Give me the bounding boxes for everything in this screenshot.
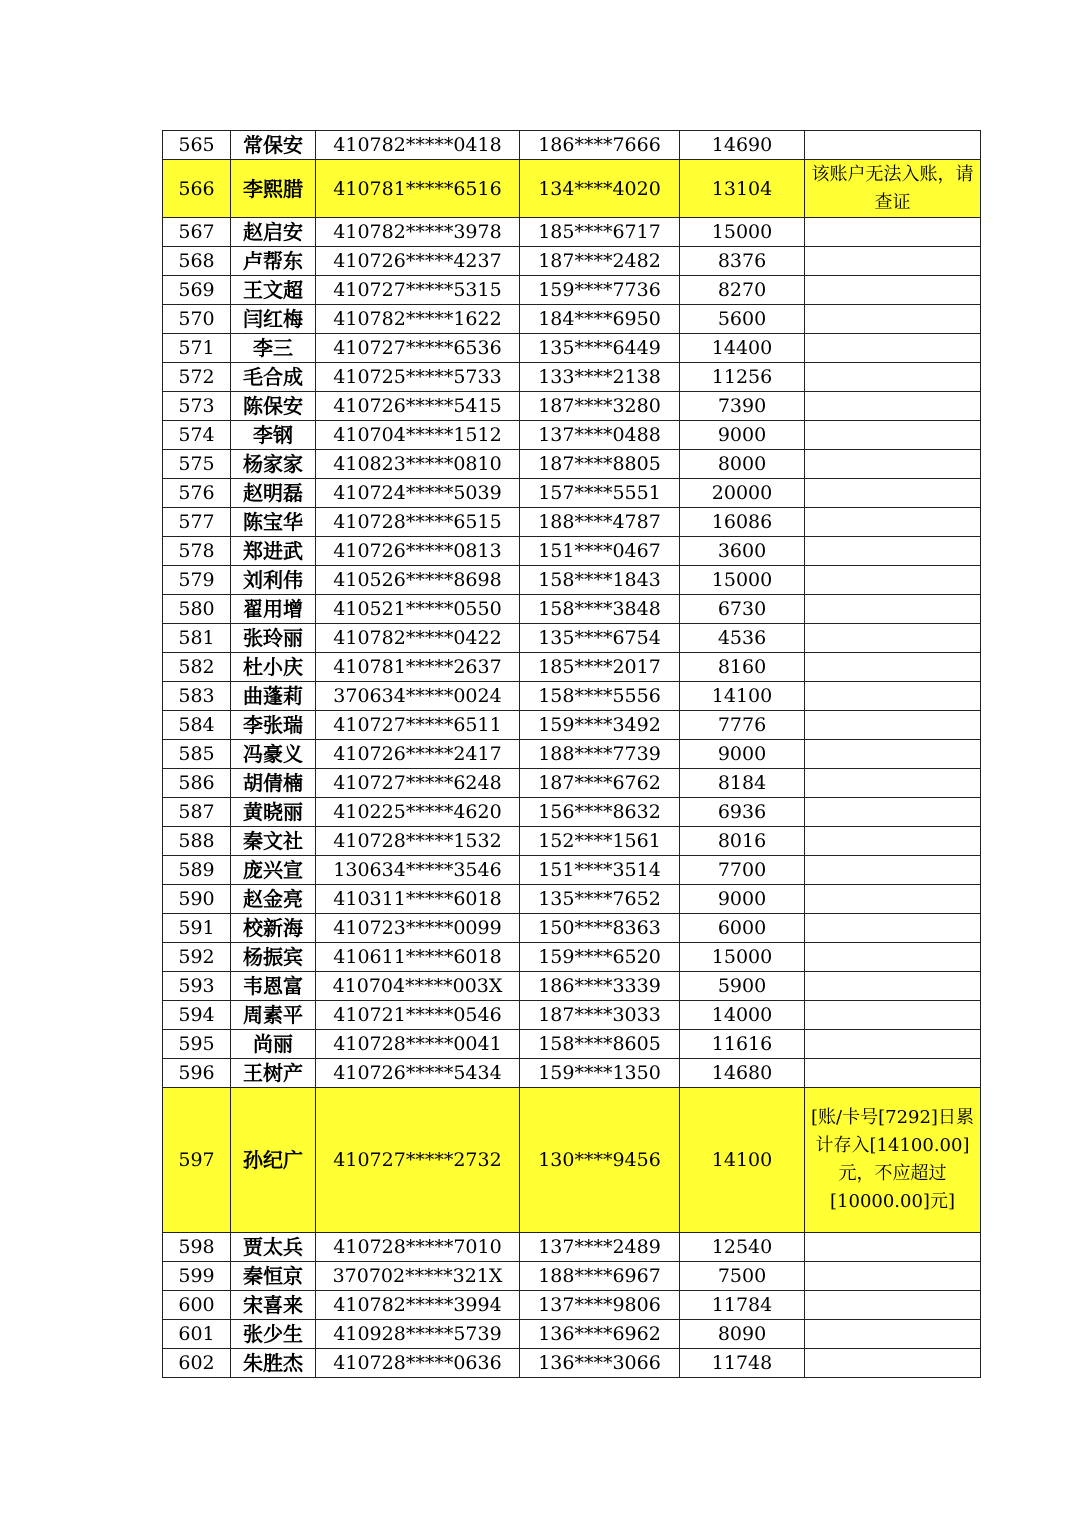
id-number-cell: 410781*****6516	[316, 160, 520, 218]
table-row	[163, 392, 981, 421]
note-cell	[805, 1001, 981, 1030]
id-number-cell: 370702*****321X	[316, 1262, 520, 1291]
phone-cell: 133****2138	[520, 363, 680, 392]
row-number-cell: 588	[163, 827, 231, 856]
row-number-cell: 577	[163, 508, 231, 537]
name-cell: 冯豪义	[231, 740, 316, 769]
table-row	[163, 798, 981, 827]
note-cell	[805, 769, 981, 798]
phone-cell: 158****5556	[520, 682, 680, 711]
row-number-cell: 580	[163, 595, 231, 624]
name-cell: 李熙腊	[231, 160, 316, 218]
name-cell: 常保安	[231, 131, 316, 160]
name-cell: 张玲丽	[231, 624, 316, 653]
name-cell: 庞兴宣	[231, 856, 316, 885]
table-row	[163, 1030, 981, 1059]
name-cell: 赵明磊	[231, 479, 316, 508]
note-cell	[805, 1320, 981, 1349]
note-cell	[805, 363, 981, 392]
name-cell: 杨振宾	[231, 943, 316, 972]
name-cell: 杨家家	[231, 450, 316, 479]
amount-cell: 8000	[680, 450, 805, 479]
name-cell: 卢帮东	[231, 247, 316, 276]
row-number-cell: 570	[163, 305, 231, 334]
note-cell	[805, 1059, 981, 1088]
name-cell: 孙纪广	[231, 1088, 316, 1233]
name-cell: 李三	[231, 334, 316, 363]
phone-cell: 187****8805	[520, 450, 680, 479]
id-number-cell: 410727*****6248	[316, 769, 520, 798]
amount-cell: 20000	[680, 479, 805, 508]
table-row	[163, 624, 981, 653]
phone-cell: 184****6950	[520, 305, 680, 334]
id-number-cell: 410823*****0810	[316, 450, 520, 479]
phone-cell: 152****1561	[520, 827, 680, 856]
id-number-cell: 410782*****3994	[316, 1291, 520, 1320]
note-cell	[805, 305, 981, 334]
phone-cell: 137****2489	[520, 1233, 680, 1262]
table-row	[163, 1291, 981, 1320]
phone-cell: 159****3492	[520, 711, 680, 740]
row-number-cell: 595	[163, 1030, 231, 1059]
note-cell	[805, 740, 981, 769]
name-cell: 黄晓丽	[231, 798, 316, 827]
note-cell	[805, 682, 981, 711]
phone-cell: 188****4787	[520, 508, 680, 537]
note-cell	[805, 247, 981, 276]
amount-cell: 9000	[680, 885, 805, 914]
id-number-cell: 410728*****0041	[316, 1030, 520, 1059]
name-cell: 校新海	[231, 914, 316, 943]
id-number-cell: 410704*****1512	[316, 421, 520, 450]
note-cell	[805, 885, 981, 914]
id-number-cell: 410225*****4620	[316, 798, 520, 827]
id-number-cell: 410725*****5733	[316, 363, 520, 392]
amount-cell: 15000	[680, 566, 805, 595]
table-row	[163, 827, 981, 856]
row-number-cell: 569	[163, 276, 231, 305]
table-row	[163, 421, 981, 450]
id-number-cell: 130634*****3546	[316, 856, 520, 885]
id-number-cell: 410726*****5434	[316, 1059, 520, 1088]
table-row	[163, 450, 981, 479]
row-number-cell: 565	[163, 131, 231, 160]
amount-cell: 15000	[680, 218, 805, 247]
note-cell	[805, 537, 981, 566]
table-body	[163, 131, 981, 1378]
note-cell	[805, 595, 981, 624]
table-row	[163, 711, 981, 740]
note-cell	[805, 624, 981, 653]
name-cell: 郑进武	[231, 537, 316, 566]
phone-cell: 150****8363	[520, 914, 680, 943]
phone-cell: 187****2482	[520, 247, 680, 276]
id-number-cell: 410611*****6018	[316, 943, 520, 972]
name-cell: 秦恒京	[231, 1262, 316, 1291]
phone-cell: 159****7736	[520, 276, 680, 305]
table-row	[163, 1233, 981, 1262]
table-row	[163, 218, 981, 247]
name-cell: 杜小庆	[231, 653, 316, 682]
note-cell	[805, 508, 981, 537]
row-number-cell: 566	[163, 160, 231, 218]
note-cell	[805, 276, 981, 305]
amount-cell: 14680	[680, 1059, 805, 1088]
phone-cell: 156****8632	[520, 798, 680, 827]
amount-cell: 14000	[680, 1001, 805, 1030]
row-number-cell: 568	[163, 247, 231, 276]
row-number-cell: 601	[163, 1320, 231, 1349]
row-number-cell: 571	[163, 334, 231, 363]
row-number-cell: 602	[163, 1349, 231, 1378]
id-number-cell: 410526*****8698	[316, 566, 520, 595]
table-row	[163, 334, 981, 363]
table-row	[163, 363, 981, 392]
id-number-cell: 410727*****6536	[316, 334, 520, 363]
amount-cell: 8160	[680, 653, 805, 682]
id-number-cell: 410726*****2417	[316, 740, 520, 769]
note-cell	[805, 392, 981, 421]
row-number-cell: 579	[163, 566, 231, 595]
id-number-cell: 410726*****5415	[316, 392, 520, 421]
note-cell	[805, 914, 981, 943]
phone-cell: 185****2017	[520, 653, 680, 682]
table-row	[163, 1059, 981, 1088]
note-cell	[805, 566, 981, 595]
note-cell	[805, 1349, 981, 1378]
amount-cell: 11748	[680, 1349, 805, 1378]
table-row	[163, 247, 981, 276]
note-cell	[805, 1233, 981, 1262]
row-number-cell: 599	[163, 1262, 231, 1291]
phone-cell: 158****8605	[520, 1030, 680, 1059]
row-number-cell: 586	[163, 769, 231, 798]
id-number-cell: 410727*****6511	[316, 711, 520, 740]
row-number-cell: 600	[163, 1291, 231, 1320]
id-number-cell: 370634*****0024	[316, 682, 520, 711]
phone-cell: 159****1350	[520, 1059, 680, 1088]
id-number-cell: 410726*****4237	[316, 247, 520, 276]
note-cell	[805, 218, 981, 247]
name-cell: 宋喜来	[231, 1291, 316, 1320]
amount-cell: 6936	[680, 798, 805, 827]
name-cell: 朱胜杰	[231, 1349, 316, 1378]
name-cell: 韦恩富	[231, 972, 316, 1001]
row-number-cell: 585	[163, 740, 231, 769]
row-number-cell: 590	[163, 885, 231, 914]
amount-cell: 9000	[680, 421, 805, 450]
phone-cell: 186****7666	[520, 131, 680, 160]
id-number-cell: 410724*****5039	[316, 479, 520, 508]
row-number-cell: 591	[163, 914, 231, 943]
name-cell: 赵启安	[231, 218, 316, 247]
amount-cell: 14690	[680, 131, 805, 160]
name-cell: 陈保安	[231, 392, 316, 421]
note-cell	[805, 943, 981, 972]
table-row	[163, 885, 981, 914]
row-number-cell: 573	[163, 392, 231, 421]
note-cell	[805, 1262, 981, 1291]
row-number-cell: 594	[163, 1001, 231, 1030]
table-row	[163, 856, 981, 885]
phone-cell: 136****6962	[520, 1320, 680, 1349]
amount-cell: 14100	[680, 1088, 805, 1233]
amount-cell: 14400	[680, 334, 805, 363]
row-number-cell: 592	[163, 943, 231, 972]
table-row	[163, 914, 981, 943]
note-cell	[805, 711, 981, 740]
phone-cell: 187****6762	[520, 769, 680, 798]
name-cell: 王树产	[231, 1059, 316, 1088]
phone-cell: 157****5551	[520, 479, 680, 508]
note-cell	[805, 798, 981, 827]
amount-cell: 3600	[680, 537, 805, 566]
row-number-cell: 589	[163, 856, 231, 885]
name-cell: 尚丽	[231, 1030, 316, 1059]
table-row	[163, 943, 981, 972]
phone-cell: 134****4020	[520, 160, 680, 218]
id-number-cell: 410723*****0099	[316, 914, 520, 943]
phone-cell: 130****9456	[520, 1088, 680, 1233]
amount-cell: 4536	[680, 624, 805, 653]
id-number-cell: 410728*****0636	[316, 1349, 520, 1378]
note-cell	[805, 334, 981, 363]
amount-cell: 8376	[680, 247, 805, 276]
table-row	[163, 537, 981, 566]
id-number-cell: 410782*****0418	[316, 131, 520, 160]
phone-cell: 185****6717	[520, 218, 680, 247]
name-cell: 王文超	[231, 276, 316, 305]
phone-cell: 158****3848	[520, 595, 680, 624]
note-cell	[805, 653, 981, 682]
id-number-cell: 410704*****003X	[316, 972, 520, 1001]
id-number-cell: 410781*****2637	[316, 653, 520, 682]
name-cell: 曲蓬莉	[231, 682, 316, 711]
amount-cell: 7700	[680, 856, 805, 885]
amount-cell: 9000	[680, 740, 805, 769]
name-cell: 陈宝华	[231, 508, 316, 537]
id-number-cell: 410726*****0813	[316, 537, 520, 566]
row-number-cell: 582	[163, 653, 231, 682]
name-cell: 秦文社	[231, 827, 316, 856]
table-row	[163, 1001, 981, 1030]
id-number-cell: 410311*****6018	[316, 885, 520, 914]
amount-cell: 7390	[680, 392, 805, 421]
table-row	[163, 1349, 981, 1378]
note-cell	[805, 479, 981, 508]
name-cell: 李张瑞	[231, 711, 316, 740]
id-number-cell: 410727*****2732	[316, 1088, 520, 1233]
note-cell	[805, 1030, 981, 1059]
amount-cell: 14100	[680, 682, 805, 711]
id-number-cell: 410782*****0422	[316, 624, 520, 653]
row-number-cell: 567	[163, 218, 231, 247]
amount-cell: 15000	[680, 943, 805, 972]
name-cell: 闫红梅	[231, 305, 316, 334]
row-number-cell: 581	[163, 624, 231, 653]
amount-cell: 7776	[680, 711, 805, 740]
note-cell: [账/卡号[7292]日累计存入[14100.00]元，不应超过[10000.00]元]	[805, 1088, 981, 1233]
amount-cell: 6730	[680, 595, 805, 624]
amount-cell: 8016	[680, 827, 805, 856]
table-row-highlighted	[163, 160, 981, 218]
phone-cell: 188****7739	[520, 740, 680, 769]
row-number-cell: 572	[163, 363, 231, 392]
table-row	[163, 508, 981, 537]
table-row	[163, 1262, 981, 1291]
row-number-cell: 596	[163, 1059, 231, 1088]
amount-cell: 11616	[680, 1030, 805, 1059]
note-cell	[805, 972, 981, 1001]
amount-cell: 8184	[680, 769, 805, 798]
note-cell: 该账户无法入账，请查证	[805, 160, 981, 218]
row-number-cell: 598	[163, 1233, 231, 1262]
name-cell: 周素平	[231, 1001, 316, 1030]
amount-cell: 11256	[680, 363, 805, 392]
id-number-cell: 410728*****6515	[316, 508, 520, 537]
table-row	[163, 276, 981, 305]
phone-cell: 187****3033	[520, 1001, 680, 1030]
amount-cell: 11784	[680, 1291, 805, 1320]
id-number-cell: 410521*****0550	[316, 595, 520, 624]
name-cell: 翟用增	[231, 595, 316, 624]
id-number-cell: 410727*****5315	[316, 276, 520, 305]
phone-cell: 135****6754	[520, 624, 680, 653]
table-row	[163, 1320, 981, 1349]
row-number-cell: 587	[163, 798, 231, 827]
name-cell: 贾太兵	[231, 1233, 316, 1262]
name-cell: 李钢	[231, 421, 316, 450]
table-row	[163, 769, 981, 798]
subsidy-list-table	[162, 130, 981, 1378]
id-number-cell: 410728*****7010	[316, 1233, 520, 1262]
note-cell	[805, 1291, 981, 1320]
phone-cell: 136****3066	[520, 1349, 680, 1378]
amount-cell: 8270	[680, 276, 805, 305]
id-number-cell: 410721*****0546	[316, 1001, 520, 1030]
row-number-cell: 597	[163, 1088, 231, 1233]
row-number-cell: 578	[163, 537, 231, 566]
table-row	[163, 740, 981, 769]
table-row	[163, 682, 981, 711]
phone-cell: 135****6449	[520, 334, 680, 363]
table-row	[163, 972, 981, 1001]
id-number-cell: 410928*****5739	[316, 1320, 520, 1349]
note-cell	[805, 421, 981, 450]
id-number-cell: 410728*****1532	[316, 827, 520, 856]
phone-cell: 186****3339	[520, 972, 680, 1001]
phone-cell: 151****3514	[520, 856, 680, 885]
phone-cell: 135****7652	[520, 885, 680, 914]
table-row	[163, 305, 981, 334]
table-row-highlighted	[163, 1088, 981, 1233]
id-number-cell: 410782*****1622	[316, 305, 520, 334]
name-cell: 赵金亮	[231, 885, 316, 914]
name-cell: 张少生	[231, 1320, 316, 1349]
row-number-cell: 584	[163, 711, 231, 740]
amount-cell: 6000	[680, 914, 805, 943]
note-cell	[805, 827, 981, 856]
id-number-cell: 410782*****3978	[316, 218, 520, 247]
name-cell: 毛合成	[231, 363, 316, 392]
amount-cell: 8090	[680, 1320, 805, 1349]
table-row	[163, 479, 981, 508]
amount-cell: 16086	[680, 508, 805, 537]
phone-cell: 151****0467	[520, 537, 680, 566]
amount-cell: 7500	[680, 1262, 805, 1291]
table-row	[163, 595, 981, 624]
row-number-cell: 576	[163, 479, 231, 508]
table-row	[163, 131, 981, 160]
phone-cell: 159****6520	[520, 943, 680, 972]
amount-cell: 5600	[680, 305, 805, 334]
note-cell	[805, 856, 981, 885]
amount-cell: 13104	[680, 160, 805, 218]
phone-cell: 137****9806	[520, 1291, 680, 1320]
row-number-cell: 593	[163, 972, 231, 1001]
name-cell: 刘利伟	[231, 566, 316, 595]
phone-cell: 158****1843	[520, 566, 680, 595]
phone-cell: 137****0488	[520, 421, 680, 450]
row-number-cell: 575	[163, 450, 231, 479]
row-number-cell: 583	[163, 682, 231, 711]
row-number-cell: 574	[163, 421, 231, 450]
table-row	[163, 566, 981, 595]
phone-cell: 187****3280	[520, 392, 680, 421]
note-cell	[805, 131, 981, 160]
name-cell: 胡倩楠	[231, 769, 316, 798]
table-row	[163, 653, 981, 682]
amount-cell: 12540	[680, 1233, 805, 1262]
phone-cell: 188****6967	[520, 1262, 680, 1291]
note-cell	[805, 450, 981, 479]
amount-cell: 5900	[680, 972, 805, 1001]
